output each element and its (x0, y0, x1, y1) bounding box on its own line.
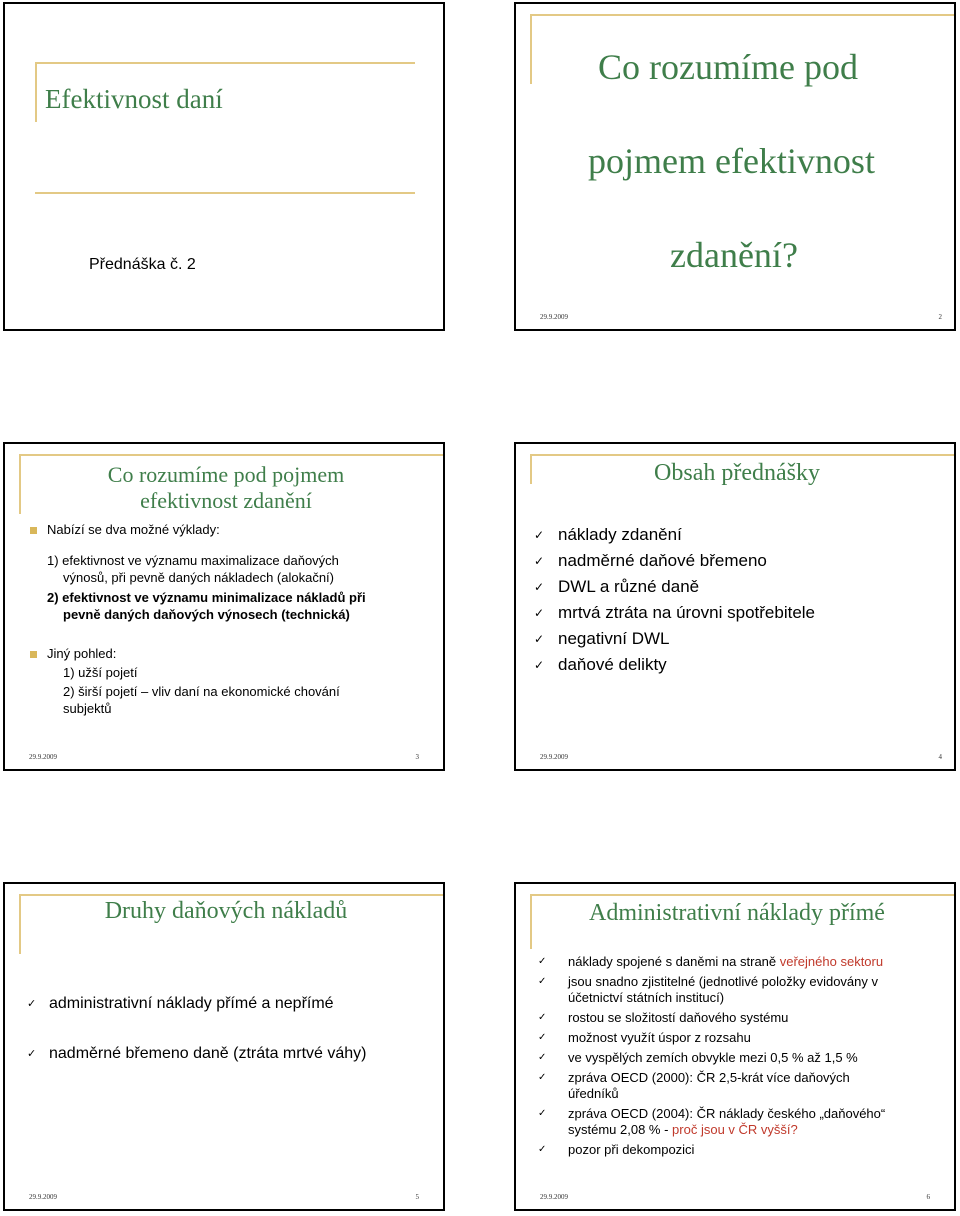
check-icon: ✓ (27, 997, 37, 1010)
slide-1 (3, 2, 445, 331)
check-icon: ✓ (534, 554, 545, 568)
slide-date: 29.9.2009 (29, 753, 57, 761)
accent-line (530, 14, 954, 16)
list-item (534, 574, 815, 600)
slide-number: 2 (938, 313, 942, 321)
check-icon: ✓ (538, 976, 547, 987)
list-item (538, 1030, 948, 1046)
accent-line (19, 454, 443, 456)
topic-list (538, 954, 948, 1158)
square-bullet-icon (30, 651, 37, 658)
slide-date: 29.9.2009 (540, 313, 568, 321)
accent-line (19, 894, 443, 896)
list-item (27, 1044, 366, 1064)
list-item: výnosů, při pevně daných nákladech (alokační) (63, 570, 334, 585)
list-item-label: zpráva OECD (2004): ČR náklady českého „daňového“ (568, 1106, 886, 1121)
slide-number: 5 (415, 1193, 419, 1201)
list-item: subjektů (63, 701, 112, 716)
list-item (534, 548, 815, 574)
list-item: 1) efektivnost ve významu maximalizace daňových (47, 553, 339, 568)
check-icon: ✓ (538, 956, 547, 967)
slide-title-line: Co rozumíme pod (598, 47, 858, 87)
list-item-label: účetnictví státních institucí) (568, 990, 725, 1005)
list-item: 2) efektivnost ve významu minimalizace nákladů při (47, 590, 366, 605)
slide-4 (514, 442, 956, 771)
list-item: pevně daných daňových výnosech (technická) (63, 607, 350, 622)
slide-title-line: efektivnost zdanění (140, 488, 312, 513)
check-icon: ✓ (538, 1032, 547, 1043)
check-icon: ✓ (538, 1052, 547, 1063)
list-item (538, 1106, 948, 1138)
list-item-label: mrtvá ztráta na úrovni spotřebitele (558, 603, 816, 622)
list-item-label: možnost využít úspor z rozsahu (568, 1030, 751, 1045)
check-icon: ✓ (538, 1072, 547, 1083)
check-icon: ✓ (538, 1144, 547, 1155)
accent-line (530, 894, 954, 896)
list-item: 2) širší pojetí – vliv daní na ekonomické chování (63, 684, 340, 699)
list-item-label: daňové delikty (558, 655, 667, 674)
list-item-label: administrativní náklady přímé a nepřímé (49, 995, 334, 1012)
list-item (534, 522, 815, 548)
slide-number: 4 (938, 753, 942, 761)
list-item-label: nadměrné daňové břemeno (558, 551, 767, 570)
list-item-label: ve vyspělých zemích obvykle mezi 0,5 % až 1,5 % (568, 1050, 858, 1065)
accent-line (35, 62, 415, 64)
slide-title-line: zdanění? (670, 235, 798, 275)
slide-footer (29, 1193, 419, 1201)
bullet-text: Jiný pohled: (47, 646, 117, 661)
list-item-label: pozor při dekompozici (568, 1142, 695, 1157)
bullet-text: Nabízí se dva možné výklady: (47, 522, 220, 537)
list-item (534, 652, 815, 678)
accent-line (35, 192, 415, 194)
list-item (538, 954, 948, 970)
slide-date: 29.9.2009 (540, 1193, 568, 1201)
square-bullet-icon (30, 527, 37, 534)
slide-date: 29.9.2009 (29, 1193, 57, 1201)
list-item-label: nadměrné břemeno daně (ztráta mrtvé váhy) (49, 1045, 367, 1062)
list-item (534, 600, 815, 626)
list-item-label: systému 2,08 % - (568, 1122, 673, 1137)
accent-line (35, 62, 37, 122)
highlighted-text: veřejného sektoru (779, 954, 884, 969)
slide-title-line: Co rozumíme pod pojmem (107, 462, 345, 487)
list-item: 1) užší pojetí (63, 665, 138, 680)
list-item-label: rostou se složitostí daňového systému (568, 1010, 789, 1025)
slide-6 (514, 882, 956, 1211)
list-item (27, 994, 366, 1014)
list-item-label: negativní DWL (558, 629, 670, 648)
check-icon: ✓ (538, 1108, 547, 1119)
list-item (538, 1050, 948, 1066)
list-item-label: úředníků (568, 1086, 619, 1101)
slide-title: Efektivnost daní (45, 84, 223, 114)
check-icon: ✓ (538, 1012, 547, 1023)
slide-3 (3, 442, 445, 771)
slide-2 (514, 2, 956, 331)
list-item-label: náklady spojené s daněmi na straně (568, 954, 780, 969)
slide-number: 6 (926, 1193, 930, 1201)
check-icon: ✓ (534, 606, 545, 620)
topic-list (27, 994, 366, 1064)
slide-footer (540, 753, 942, 761)
slide-number: 3 (415, 753, 419, 761)
list-item (538, 1070, 948, 1102)
list-item-label: zpráva OECD (2000): ČR 2,5-krát více daňových (568, 1070, 850, 1085)
slide-title: Administrativní náklady přímé (589, 900, 885, 926)
slide-date: 29.9.2009 (540, 753, 568, 761)
check-icon: ✓ (27, 1047, 37, 1060)
highlighted-text: proč jsou v ČR vyšší? (672, 1122, 798, 1137)
slide-5 (3, 882, 445, 1211)
accent-line (530, 454, 954, 456)
slide-footer (540, 313, 942, 321)
list-item (538, 1010, 948, 1026)
topic-list (534, 522, 815, 678)
slide-title: Obsah přednášky (654, 460, 820, 486)
check-icon: ✓ (534, 528, 545, 542)
list-item (534, 626, 815, 652)
slide-footer (29, 753, 419, 761)
list-item-label: jsou snadno zjistitelné (jednotlivé položky evidovány v (568, 974, 879, 989)
list-item-label: DWL a různé daně (558, 577, 700, 596)
list-item (538, 974, 948, 1006)
check-icon: ✓ (534, 632, 545, 646)
slide-title: Druhy daňových nákladů (104, 898, 348, 924)
check-icon: ✓ (534, 658, 545, 672)
slide-subtitle: Přednáška č. 2 (89, 256, 196, 273)
accent-line (530, 14, 532, 84)
list-item (538, 1142, 948, 1158)
check-icon: ✓ (534, 580, 545, 594)
slide-footer (540, 1193, 930, 1201)
slide-title-line: pojmem efektivnost (588, 141, 875, 181)
list-item-label: náklady zdanění (558, 525, 682, 544)
